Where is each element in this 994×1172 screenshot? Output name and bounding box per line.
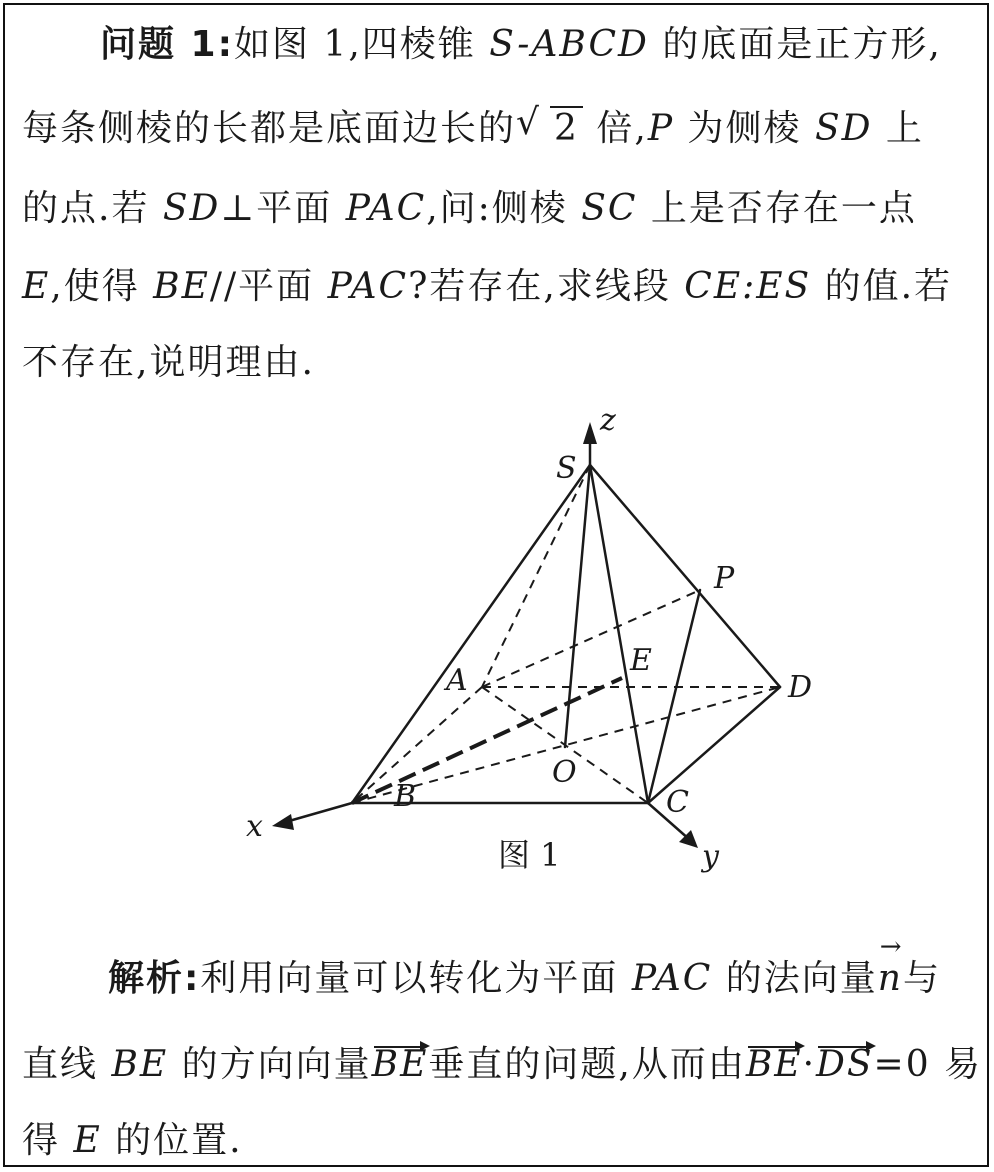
analysis-line-2: 直线 BE 的方向向量BE垂直的问题,从而由BE·DS=0 易 — [22, 1044, 983, 1085]
label-A: A — [446, 663, 468, 698]
z-arrow — [583, 422, 597, 444]
analysis-line-3: 得 E 的位置. — [22, 1120, 243, 1161]
label-B: B — [394, 779, 417, 814]
label-C: C — [666, 785, 689, 820]
label-x: x — [246, 809, 263, 844]
label-O: O — [552, 755, 577, 790]
vector-BE-2: BE — [745, 1044, 803, 1085]
problem-line-5: 不存在,说明理由. — [22, 342, 315, 383]
figure-caption: 图 1 — [498, 836, 561, 874]
vector-n: n → — [878, 958, 903, 999]
edge-CP — [648, 590, 700, 803]
problem-line-1: 问题 1:如图 1,四棱锥 S-ABCD 的底面是正方形, — [100, 24, 942, 65]
segment-BE — [352, 678, 622, 803]
sqrt-symbol: √ 2 — [516, 108, 583, 149]
edge-SB — [352, 465, 590, 803]
label-E: E — [630, 643, 652, 678]
analysis-heading: 解析: — [108, 958, 201, 999]
label-D: D — [788, 670, 813, 705]
label-z: z — [600, 403, 616, 438]
problem-line-4: E,使得 BE//平面 PAC?若存在,求线段 CE:ES 的值.若 — [22, 266, 953, 307]
problem-line-3: 的点.若 SD⊥平面 PAC,问:侧棱 SC 上是否存在一点 — [22, 188, 917, 229]
problem-line-2: 每条侧棱的长都是底面边长的 √ 2 倍,P 为侧棱 SD 上 — [22, 102, 924, 149]
x-axis — [282, 803, 352, 823]
vector-BE: BE — [371, 1044, 429, 1085]
label-y: y — [702, 839, 719, 874]
label-S: S — [556, 451, 577, 486]
label-P: P — [714, 561, 735, 596]
edge-AP — [482, 590, 700, 687]
x-arrow — [272, 814, 294, 830]
vector-DS: DS — [816, 1044, 874, 1085]
problem-heading: 问题 1: — [100, 24, 234, 65]
analysis-line-1: 解析:利用向量可以转化为平面 PAC 的法向量n →与 — [108, 950, 941, 1001]
